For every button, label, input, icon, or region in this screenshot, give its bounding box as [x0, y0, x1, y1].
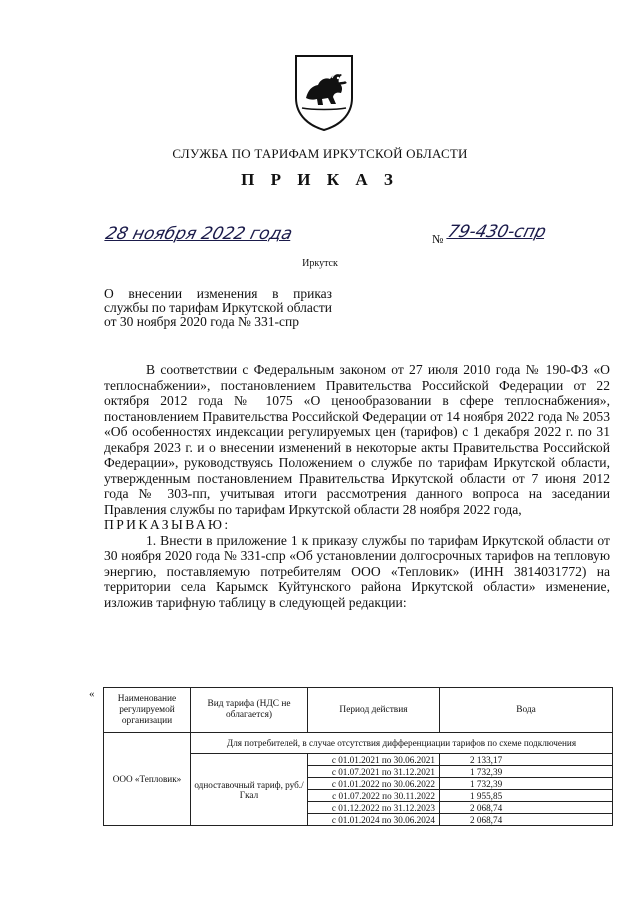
period-cell: с 01.07.2021 по 31.12.2021 — [308, 766, 440, 778]
period-cell: с 01.07.2022 по 30.11.2022 — [308, 790, 440, 802]
period-cell: с 01.01.2021 по 30.06.2021 — [308, 754, 440, 766]
header-tariff-type: Вид тарифа (НДС не облагается) — [191, 688, 308, 733]
table-header-row — [104, 688, 613, 733]
irkutsk-coat-of-arms-emblem — [292, 52, 356, 132]
tariff-table — [103, 687, 613, 826]
table-note-row — [104, 733, 613, 754]
preamble-paragraph: В соответствии с Федеральным законом от 27 июля 2010 года № 190-ФЗ «О теплоснабжении», постановлением Правительства Российской Федерации от 22 октября 2012 года № 1075 «О ценообразовании в сфере теплоснабжения», постановлением Правительства Российской Федерации от 14 ноября 2022 года № 2053 «Об особенностях индексации регулируемых цен (тарифов) с 1 декабря 2022 г. по 31 декабря 2023 г. и о внесении изменений в некоторые акты Правительства Российской Федерации», руководствуясь Положением о службе по тарифам Иркутской области, утвержденным постановлением Правительства Иркутской области от 7 июня 2012 года № 303-пп, учитывая итоги рассмотрения данного вопроса на заседании Правления службы по тарифам Иркутской области 28 ноября 2022 года, — [104, 362, 610, 517]
period-cell: с 01.12.2022 по 31.12.2023 — [308, 802, 440, 814]
value-cell: 2 068,74 — [440, 814, 613, 826]
organization-name: СЛУЖБА ПО ТАРИФАМ ИРКУТСКОЙ ОБЛАСТИ — [172, 146, 468, 161]
period-cell: с 01.01.2024 по 30.06.2024 — [308, 814, 440, 826]
value-cell: 1 955,85 — [440, 790, 613, 802]
document-type-title: П Р И К А З — [241, 170, 399, 189]
order-subject: О внесении изменения в приказ службы по тарифам Иркутской области от 30 ноября 2020 года № 331-спр — [104, 286, 332, 329]
tariff-type-cell: одноставочный тариф, руб./Гкал — [191, 754, 308, 826]
order-body — [104, 362, 610, 610]
handwritten-date: 28 ноября 2022 года — [103, 224, 295, 244]
value-cell: 1 732,39 — [440, 778, 613, 790]
consumer-note: Для потребителей, в случае отсутствия дифференциации тарифов по схеме подключения — [191, 733, 613, 754]
city-name: Иркутск — [302, 258, 338, 269]
number-label: № — [432, 232, 444, 246]
value-cell: 2 133,17 — [440, 754, 613, 766]
handwritten-order-number: 79-430-спр — [445, 222, 549, 242]
value-cell: 2 068,74 — [440, 802, 613, 814]
header-water: Вода — [440, 688, 613, 733]
opening-quote-mark: « — [89, 688, 95, 700]
item-1-paragraph: 1. Внести в приложение 1 к приказу службы по тарифам Иркутской области от 30 ноября 2020 года № 331-спр «Об установлении долгосрочных тарифов на тепловую энергию, поставляемую потребителям ООО «Тепловик» (ИНН 3814031772) на территории села Карымск Куйтунского района Иркутской области» изменение, изложив тарифную таблицу в следующей редакции: — [104, 532, 610, 610]
organization-cell: ООО «Тепловик» — [104, 733, 191, 826]
order-word: ПРИКАЗЫВАЮ: — [104, 517, 231, 532]
header-organization: Наименование регулируемой организации — [104, 688, 191, 733]
value-cell: 1 732,39 — [440, 766, 613, 778]
period-cell: с 01.01.2022 по 30.06.2022 — [308, 778, 440, 790]
header-period: Период действия — [308, 688, 440, 733]
